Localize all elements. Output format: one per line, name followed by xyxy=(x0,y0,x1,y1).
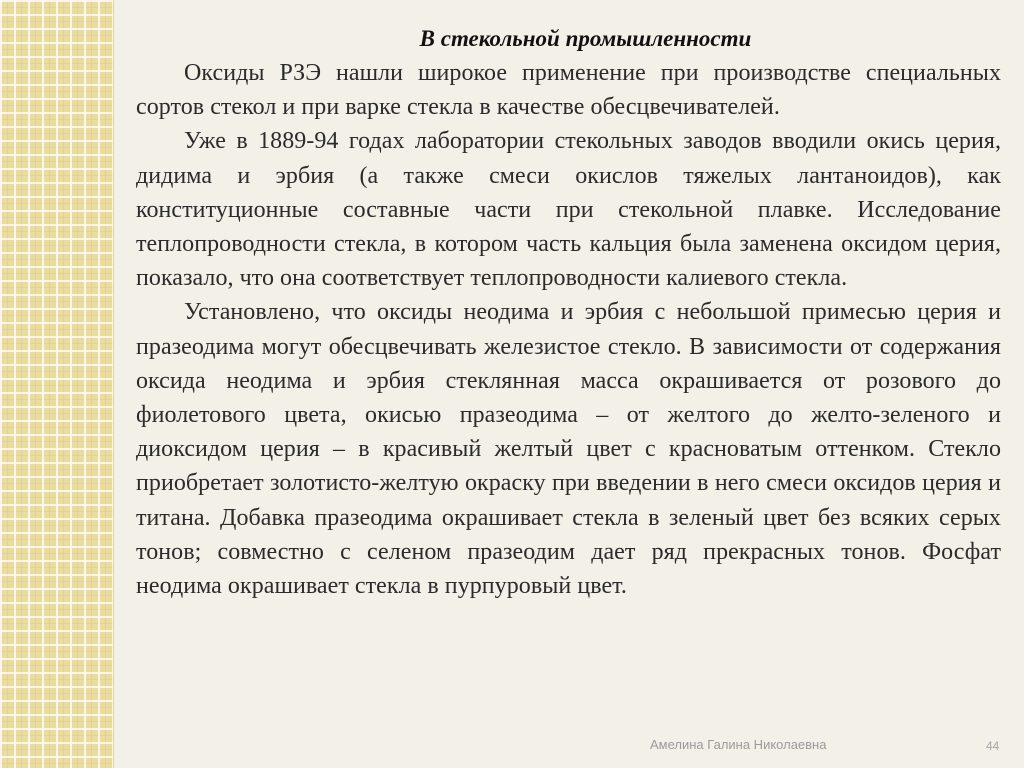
decorative-left-strip xyxy=(0,0,114,768)
page-number: 44 xyxy=(986,739,1000,753)
slide-content xyxy=(136,22,1001,603)
body-paragraph-3: Установлено, что оксиды неодима и эрбия с небольшой примесью церия и празеодима могут обесцвечивать железистое стекло. В зависимости от содержания оксида неодима и эрбия стеклянная масса окрашивается от розового до фиолетового цвета, окисью празеодима – от желтого до желто-зеленого и диоксидом церия – в красивый желтый цвет с красноватым оттенком. Стекло приобретает золотисто-желтую окраску при введении в него смеси оксидов церия и титана. Добавка празеодима окрашивает стекла в зеленый цвет без всяких серых тонов; совместно с селеном празеодим дает ряд прекрасных тонов. Фосфат неодима окрашивает стекла в пурпуровый цвет. xyxy=(136,299,1001,600)
slide-title: В стекольной промышленности xyxy=(419,26,752,51)
footer-author: Амелина Галина Николаевна xyxy=(650,737,827,752)
body-paragraph-1: Оксиды РЗЭ нашли широкое применение при производстве специальных сортов стекол и при варке стекла в качестве обесцвечивателей. xyxy=(136,60,1001,121)
body-paragraph-2: Уже в 1889-94 годах лаборатории стекольных заводов вводили окись церия, дидима и эрбия (а также смеси окислов тяжелых лантаноидов), как конституционные составные части при стекольной плавке. Исследование теплопроводности стекла, в котором часть кальция была заменена оксидом церия, показало, что она соответствует теплопроводности калиевого стекла. xyxy=(136,128,1001,292)
